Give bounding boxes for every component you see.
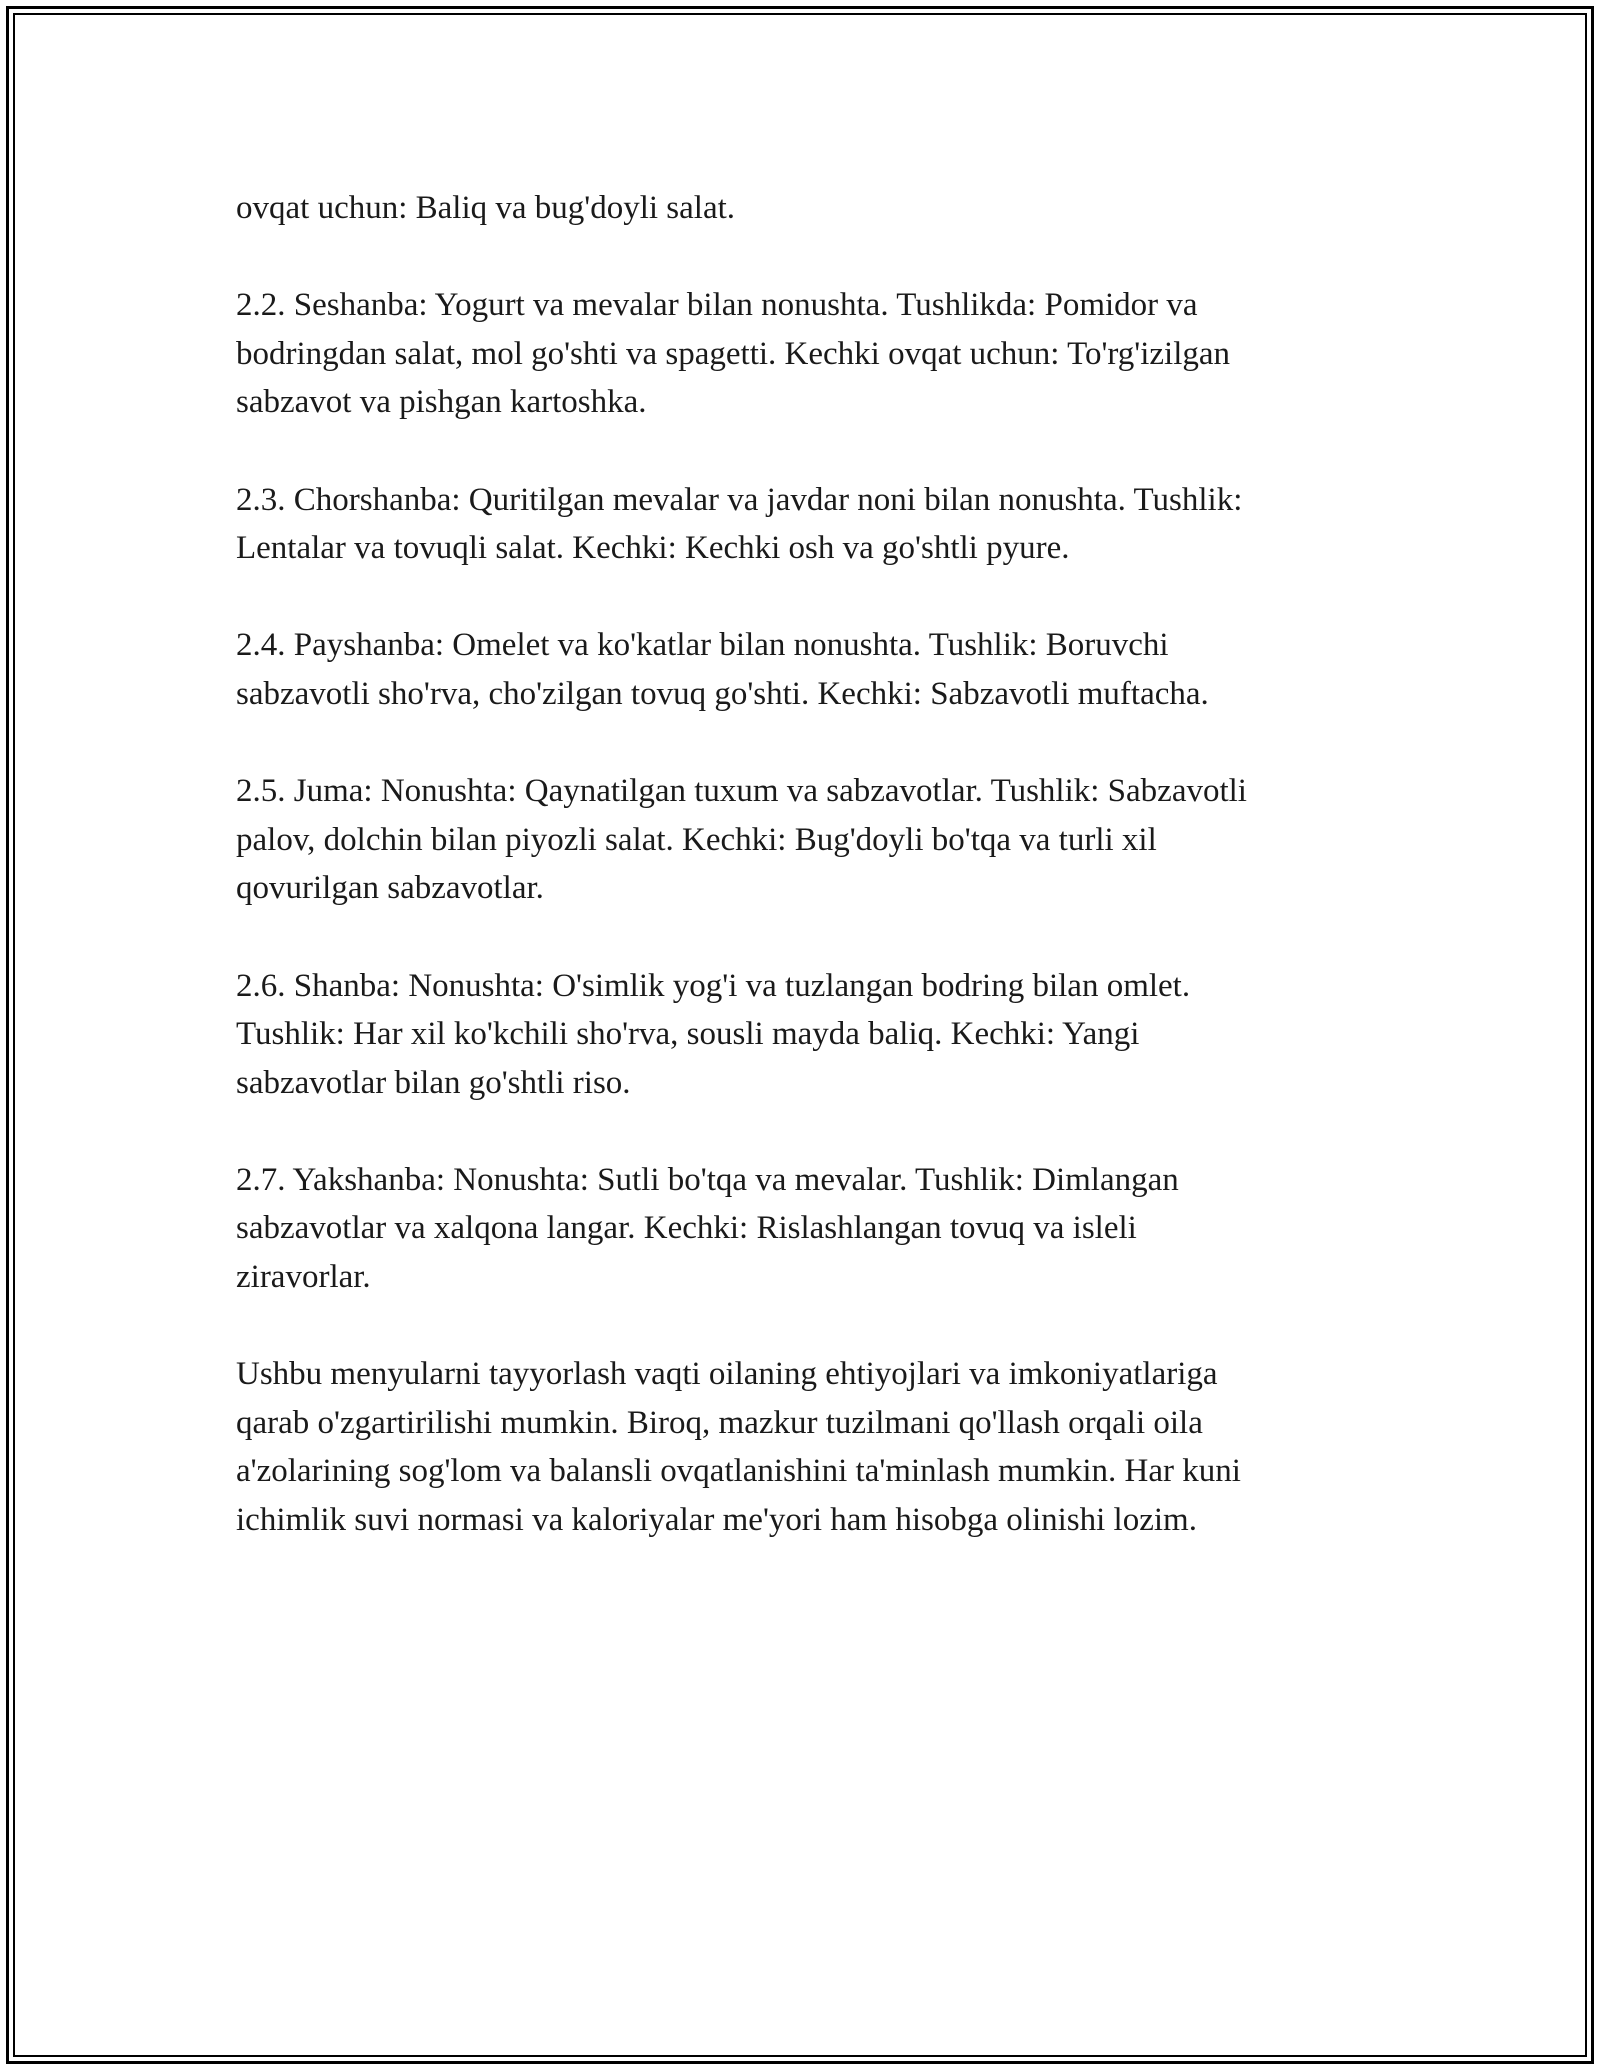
- paragraph-saturday: 2.6. Shanba: Nonushta: O'simlik yog'i va tuzlangan bodring bilan omlet. Tushlik: Har xil ko'kchili sho'rva, sousli mayda baliq. Kechki: Yangi sabzavotlar bilan go'shtli riso.: [236, 967, 1191, 1101]
- paragraph-sunday: 2.7. Yakshanba: Nonushta: Sutli bo'tqa va mevalar. Tushlik: Dimlangan sabzavotlar va xalqona langar. Kechki: Rislashlangan tovuq va isleli ziravorlar.: [236, 1161, 1179, 1296]
- paragraph-continuation: ovqat uchun: Baliq va bug'doyli salat.: [236, 190, 736, 226]
- paragraph-thursday: 2.4. Payshanba: Omelet va ko'katlar bilan nonushta. Tushlik: Boruvchi sabzavotli sho'rva, cho'zilgan tovuq go'shti. Kechki: Sabzavotli muftacha.: [236, 627, 1209, 712]
- paragraph-conclusion: Ushbu menyularni tayyorlash vaqti oilaning ehtiyojlari va imkoniyatlariga qarab o'zgartirilishi mumkin. Biroq, mazkur tuzilmani qo'llash orqali oila a'zolarining sog'lom va balansli ovqatlanishini ta'minlash mumkin. Har kuni ichimlik suvi normasi va kaloriyalar me'yori ham hisobga olinishi lozim.: [236, 1356, 1241, 1539]
- document-body: [236, 184, 1376, 1593]
- paragraph-tuesday: 2.2. Seshanba: Yogurt va mevalar bilan nonushta. Tushlikda: Pomidor va bodringdan salat, mol go'shti va spagetti. Kechki ovqat uchun: To'rg'izilgan sabzavot va pishgan kartoshka.: [236, 287, 1231, 421]
- paragraph-friday: 2.5. Juma: Nonushta: Qaynatilgan tuxum va sabzavotlar. Tushlik: Sabzavotli palov, dolchin bilan piyozli salat. Kechki: Bug'doyli bo'tqa va turli xil qovurilgan sabzavotlar.: [236, 773, 1247, 907]
- paragraph-wednesday: 2.3. Chorshanba: Quritilgan mevalar va javdar noni bilan nonushta. Tushlik: Lentalar va tovuqli salat. Kechki: Kechki osh va go'shtli pyure.: [236, 481, 1243, 567]
